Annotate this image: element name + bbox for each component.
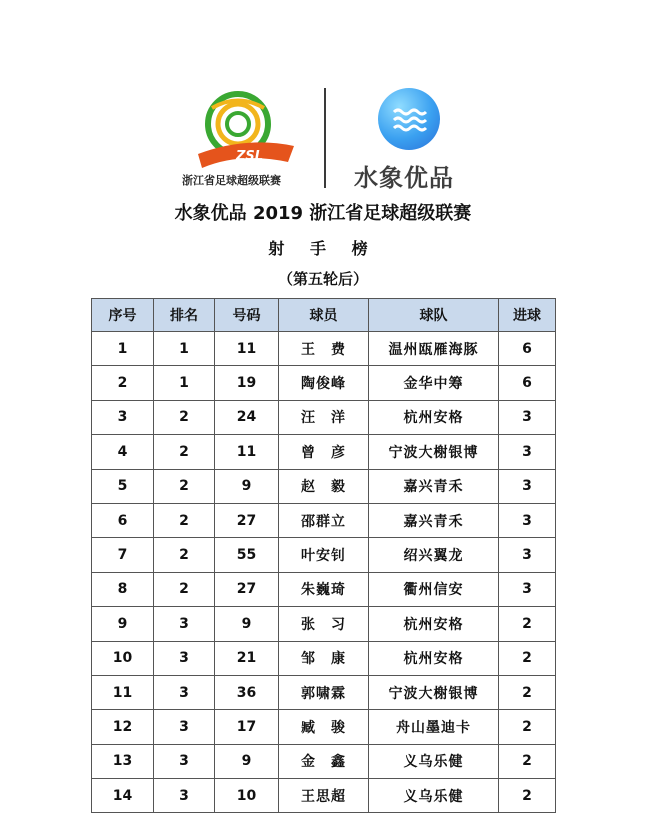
rank-cell: 3 <box>154 607 215 641</box>
row-number-cell: 14 <box>92 779 154 813</box>
rank-cell: 3 <box>154 710 215 744</box>
goals-cell: 6 <box>499 366 556 400</box>
goals-cell: 6 <box>499 332 556 366</box>
team-cell: 嘉兴青禾 <box>369 469 499 503</box>
player-cell: 邹 康 <box>279 641 369 675</box>
logo-divider <box>324 88 326 188</box>
page-title: 水象优品 2019 浙江省足球超级联赛 <box>174 203 472 224</box>
row-number-cell: 6 <box>92 503 154 537</box>
player-cell: 张 习 <box>279 607 369 641</box>
row-number-cell: 10 <box>92 641 154 675</box>
team-cell: 义乌乐健 <box>369 744 499 778</box>
row-number-cell: 12 <box>92 710 154 744</box>
team-cell: 衢州信安 <box>369 572 499 606</box>
jersey-number-cell: 9 <box>215 607 279 641</box>
jersey-number-cell: 27 <box>215 572 279 606</box>
goals-cell: 3 <box>499 503 556 537</box>
wave-icon <box>378 88 440 150</box>
row-number-cell: 5 <box>92 469 154 503</box>
column-header: 球员 <box>279 299 369 332</box>
table-row <box>92 332 556 366</box>
player-cell: 王 费 <box>279 332 369 366</box>
jersey-number-cell: 21 <box>215 641 279 675</box>
column-header: 序号 <box>92 299 154 332</box>
jersey-number-cell: 24 <box>215 400 279 434</box>
row-number-cell: 8 <box>92 572 154 606</box>
zsl-logo-icon <box>176 88 312 172</box>
row-number-cell: 3 <box>92 400 154 434</box>
rank-cell: 2 <box>154 503 215 537</box>
table-row <box>92 710 556 744</box>
goals-cell: 2 <box>499 675 556 709</box>
player-cell: 王思超 <box>279 779 369 813</box>
table-row <box>92 503 556 537</box>
table-row <box>92 538 556 572</box>
team-cell: 义乌乐健 <box>369 779 499 813</box>
rank-cell: 2 <box>154 435 215 469</box>
scorers-table <box>91 298 556 813</box>
page-subtitle: 射 手 榜 <box>268 239 378 258</box>
table-row <box>92 641 556 675</box>
table-row <box>92 675 556 709</box>
goals-cell: 2 <box>499 744 556 778</box>
jersey-number-cell: 9 <box>215 469 279 503</box>
rank-cell: 3 <box>154 641 215 675</box>
jersey-number-cell: 17 <box>215 710 279 744</box>
row-number-cell: 2 <box>92 366 154 400</box>
row-number-cell: 7 <box>92 538 154 572</box>
table-row <box>92 400 556 434</box>
row-number-cell: 13 <box>92 744 154 778</box>
team-cell: 宁波大榭银博 <box>369 435 499 469</box>
team-cell: 杭州安格 <box>369 607 499 641</box>
goals-cell: 2 <box>499 779 556 813</box>
zsl-logo-caption: 浙江省足球超级联赛 <box>182 174 281 187</box>
row-number-cell: 9 <box>92 607 154 641</box>
column-header: 排名 <box>154 299 215 332</box>
goals-cell: 3 <box>499 572 556 606</box>
jersey-number-cell: 11 <box>215 435 279 469</box>
table-row <box>92 366 556 400</box>
table-row <box>92 607 556 641</box>
player-cell: 邵群立 <box>279 503 369 537</box>
column-header: 球队 <box>369 299 499 332</box>
sponsor-name: 水象优品 <box>354 164 454 192</box>
team-cell: 杭州安格 <box>369 641 499 675</box>
jersey-number-cell: 11 <box>215 332 279 366</box>
goals-cell: 3 <box>499 435 556 469</box>
player-cell: 金 鑫 <box>279 744 369 778</box>
rank-cell: 3 <box>154 779 215 813</box>
player-cell: 陶俊峰 <box>279 366 369 400</box>
goals-cell: 3 <box>499 469 556 503</box>
player-cell: 曾 彦 <box>279 435 369 469</box>
rank-cell: 3 <box>154 744 215 778</box>
goals-cell: 2 <box>499 641 556 675</box>
team-cell: 杭州安格 <box>369 400 499 434</box>
zsl-logo-mark: ZSL <box>236 149 264 164</box>
goals-cell: 3 <box>499 400 556 434</box>
jersey-number-cell: 27 <box>215 503 279 537</box>
rank-cell: 1 <box>154 332 215 366</box>
player-cell: 郭啸霖 <box>279 675 369 709</box>
goals-cell: 2 <box>499 607 556 641</box>
rank-cell: 2 <box>154 538 215 572</box>
zsl-logo <box>176 88 312 188</box>
goals-cell: 3 <box>499 538 556 572</box>
player-cell: 朱巍琦 <box>279 572 369 606</box>
goals-cell: 2 <box>499 710 556 744</box>
logo-banner <box>0 80 646 190</box>
jersey-number-cell: 9 <box>215 744 279 778</box>
team-cell: 宁波大榭银博 <box>369 675 499 709</box>
player-cell: 赵 毅 <box>279 469 369 503</box>
team-cell: 温州瓯雁海豚 <box>369 332 499 366</box>
player-cell: 臧 骏 <box>279 710 369 744</box>
column-header: 进球 <box>499 299 556 332</box>
round-note: （第五轮后） <box>277 270 368 288</box>
rank-cell: 2 <box>154 469 215 503</box>
row-number-cell: 1 <box>92 332 154 366</box>
jersey-number-cell: 19 <box>215 366 279 400</box>
rank-cell: 2 <box>154 572 215 606</box>
player-cell: 汪 洋 <box>279 400 369 434</box>
table-row <box>92 572 556 606</box>
table-header-row <box>92 299 556 332</box>
team-cell: 金华中筹 <box>369 366 499 400</box>
table-row <box>92 469 556 503</box>
jersey-number-cell: 55 <box>215 538 279 572</box>
player-cell: 叶安钊 <box>279 538 369 572</box>
team-cell: 嘉兴青禾 <box>369 503 499 537</box>
row-number-cell: 4 <box>92 435 154 469</box>
jersey-number-cell: 36 <box>215 675 279 709</box>
table-row <box>92 435 556 469</box>
table-row <box>92 744 556 778</box>
column-header: 号码 <box>215 299 279 332</box>
sponsor-logo <box>350 88 470 192</box>
team-cell: 舟山墨迪卡 <box>369 710 499 744</box>
jersey-number-cell: 10 <box>215 779 279 813</box>
team-cell: 绍兴翼龙 <box>369 538 499 572</box>
rank-cell: 1 <box>154 366 215 400</box>
rank-cell: 3 <box>154 675 215 709</box>
rank-cell: 2 <box>154 400 215 434</box>
table-row <box>92 779 556 813</box>
row-number-cell: 11 <box>92 675 154 709</box>
